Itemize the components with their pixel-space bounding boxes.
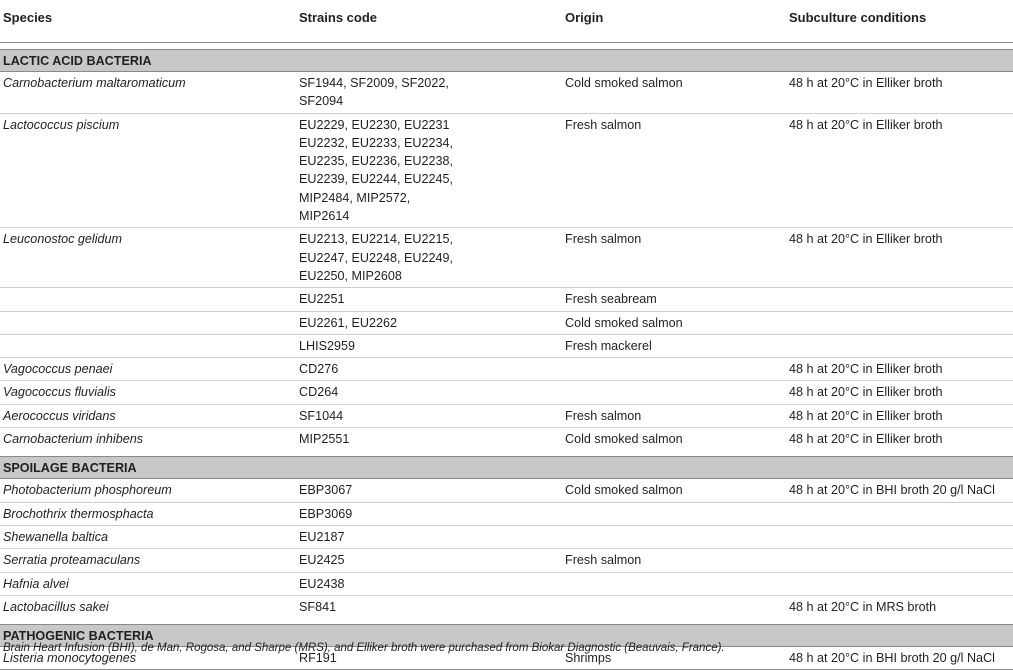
species-cell: Listeria monocytogenes	[0, 647, 296, 670]
strains-cell	[296, 381, 562, 404]
strain-code-line: EU2187	[299, 529, 345, 544]
species-cell	[0, 334, 296, 357]
strain-code-line: EU2239, EU2244, EU2245,	[299, 172, 454, 187]
strain-code-line: RF191	[299, 651, 337, 666]
species-cell: Leuconostoc gelidum	[0, 228, 296, 288]
header-origin: Origin	[562, 0, 786, 43]
strains-cell	[296, 228, 562, 288]
origin-cell: Cold smoked salmon	[562, 311, 786, 334]
species-cell: Hafnia alvei	[0, 572, 296, 595]
conditions-cell	[786, 502, 1013, 525]
section-row	[0, 457, 1013, 479]
table-row	[0, 572, 1013, 595]
species-cell: Vagococcus penaei	[0, 358, 296, 381]
strain-code-line: LHIS2959	[299, 338, 356, 353]
species-cell: Aerococcus viridans	[0, 404, 296, 427]
table-row	[0, 595, 1013, 618]
conditions-cell: 48 h at 20°C in BHI broth 20 g/l NaCl	[789, 483, 995, 498]
section-title: LACTIC ACID BACTERIA	[0, 50, 1013, 72]
conditions-cell	[786, 311, 1013, 334]
origin-cell	[562, 525, 786, 548]
strain-code-line: SF841	[299, 599, 337, 614]
origin-cell: Fresh salmon	[562, 228, 786, 288]
table-row	[0, 525, 1013, 548]
strains-cell	[296, 311, 562, 334]
strain-code-line: CD276	[299, 362, 339, 377]
strains-cell	[296, 334, 562, 357]
species-cell: Photobacterium phosphoreum	[3, 483, 172, 498]
species-cell: Lactobacillus sakei	[0, 595, 296, 618]
strain-code-line: EBP3067	[299, 483, 353, 498]
strains-cell	[296, 428, 562, 451]
table-row	[0, 479, 1013, 502]
table-header	[0, 0, 1013, 43]
origin-cell	[562, 502, 786, 525]
origin-cell	[562, 572, 786, 595]
strains-cell	[296, 288, 562, 311]
origin-cell	[562, 381, 786, 404]
species-cell: Serratia proteamaculans	[0, 549, 296, 572]
strains-cell	[296, 595, 562, 618]
conditions-cell	[786, 525, 1013, 548]
strain-code-line: EU2229, EU2230, EU2231	[299, 117, 450, 132]
strains-cell	[296, 72, 562, 114]
header-strains: Strains code	[296, 0, 562, 43]
strain-code-line: EU2438	[299, 576, 345, 591]
table-row	[0, 358, 1013, 381]
species-cell	[0, 311, 296, 334]
strains-cell	[296, 113, 562, 228]
conditions-cell: 48 h at 20°C in Elliker broth	[786, 228, 1013, 288]
species-cell: Shewanella baltica	[0, 525, 296, 548]
conditions-cell	[786, 334, 1013, 357]
conditions-cell	[786, 572, 1013, 595]
section-row	[0, 50, 1013, 72]
conditions-cell: 48 h at 20°C in Elliker broth	[786, 404, 1013, 427]
strain-code-line: EU2250, MIP2608	[299, 268, 402, 283]
strains-cell	[296, 572, 562, 595]
species-cell: Lactococcus piscium	[0, 113, 296, 228]
origin-cell: Cold smoked salmon	[565, 76, 683, 90]
strain-code-line: EU2247, EU2248, EU2249,	[299, 250, 454, 265]
origin-cell	[562, 358, 786, 381]
table-body	[0, 43, 1013, 670]
strain-code-line: SF1044	[299, 408, 344, 423]
table-row	[0, 502, 1013, 525]
section-title: SPOILAGE BACTERIA	[0, 457, 1013, 479]
origin-cell: Shrimps	[562, 647, 786, 670]
table-footnote: Brain Heart Infusion (BHI), de Man, Rogosa, and Sharpe (MRS), and Elliker broth were purchased from Biokar Diagnostic (Beauvais, France).	[3, 642, 725, 654]
origin-cell: Fresh salmon	[562, 113, 786, 228]
species-cell: Vagococcus fluvialis	[0, 381, 296, 404]
origin-cell: Fresh seabream	[562, 288, 786, 311]
table-row	[0, 334, 1013, 357]
table-row	[0, 113, 1013, 228]
strain-code-line: EU2261, EU2262	[299, 315, 398, 330]
species-cell: Carnobacterium inhibens	[0, 428, 296, 451]
origin-cell: Fresh mackerel	[562, 334, 786, 357]
strain-code-line: MIP2551	[299, 432, 350, 447]
strains-cell	[296, 404, 562, 427]
strain-code-line: SF1944, SF2009, SF2022,	[299, 76, 449, 90]
strains-cell	[296, 502, 562, 525]
conditions-cell: 48 h at 20°C in MRS broth	[786, 595, 1013, 618]
strain-code-line: EU2213, EU2214, EU2215,	[299, 232, 454, 247]
origin-cell: Cold smoked salmon	[565, 483, 683, 498]
origin-cell: Fresh salmon	[562, 404, 786, 427]
species-cell: Brochothrix thermosphacta	[0, 502, 296, 525]
table-row	[0, 428, 1013, 451]
origin-cell: Cold smoked salmon	[562, 428, 786, 451]
strain-code-line: EU2235, EU2236, EU2238,	[299, 154, 454, 169]
strain-code-line: SF2094	[299, 94, 344, 109]
header-species: Species	[0, 0, 296, 43]
strain-code-line: EU2251	[299, 292, 345, 307]
table-row	[0, 404, 1013, 427]
conditions-cell	[786, 288, 1013, 311]
header-conditions: Subculture conditions	[786, 0, 1013, 43]
conditions-cell: 48 h at 20°C in Elliker broth	[786, 381, 1013, 404]
table-row	[0, 381, 1013, 404]
section-title: PATHOGENIC BACTERIA	[0, 625, 1013, 647]
strains-cell	[296, 525, 562, 548]
species-cell: Carnobacterium maltaromaticum	[3, 76, 186, 90]
strain-code-line: EBP3069	[299, 506, 353, 521]
origin-cell	[562, 595, 786, 618]
table-row	[0, 228, 1013, 288]
strains-cell	[296, 549, 562, 572]
table-row	[0, 311, 1013, 334]
strain-code-line: CD264	[299, 385, 339, 400]
conditions-cell: 48 h at 20°C in Elliker broth	[789, 76, 943, 90]
conditions-cell: 48 h at 20°C in Elliker broth	[786, 358, 1013, 381]
origin-cell: Fresh salmon	[562, 549, 786, 572]
strain-code-line: MIP2614	[299, 209, 350, 224]
conditions-cell: 48 h at 20°C in Elliker broth	[786, 113, 1013, 228]
table-row	[0, 288, 1013, 311]
table-row	[0, 72, 1013, 114]
table-row	[0, 549, 1013, 572]
strain-code-line: EU2425	[299, 553, 345, 568]
strain-code-line: EU2232, EU2233, EU2234,	[299, 135, 454, 150]
strain-code-line: MIP2484, MIP2572,	[299, 190, 411, 205]
conditions-cell: 48 h at 20°C in Elliker broth	[786, 428, 1013, 451]
species-cell	[0, 288, 296, 311]
strains-cell	[296, 479, 562, 502]
strains-cell	[296, 358, 562, 381]
conditions-cell	[786, 549, 1013, 572]
conditions-cell: 48 h at 20°C in BHI broth 20 g/l NaCl	[786, 647, 1013, 670]
